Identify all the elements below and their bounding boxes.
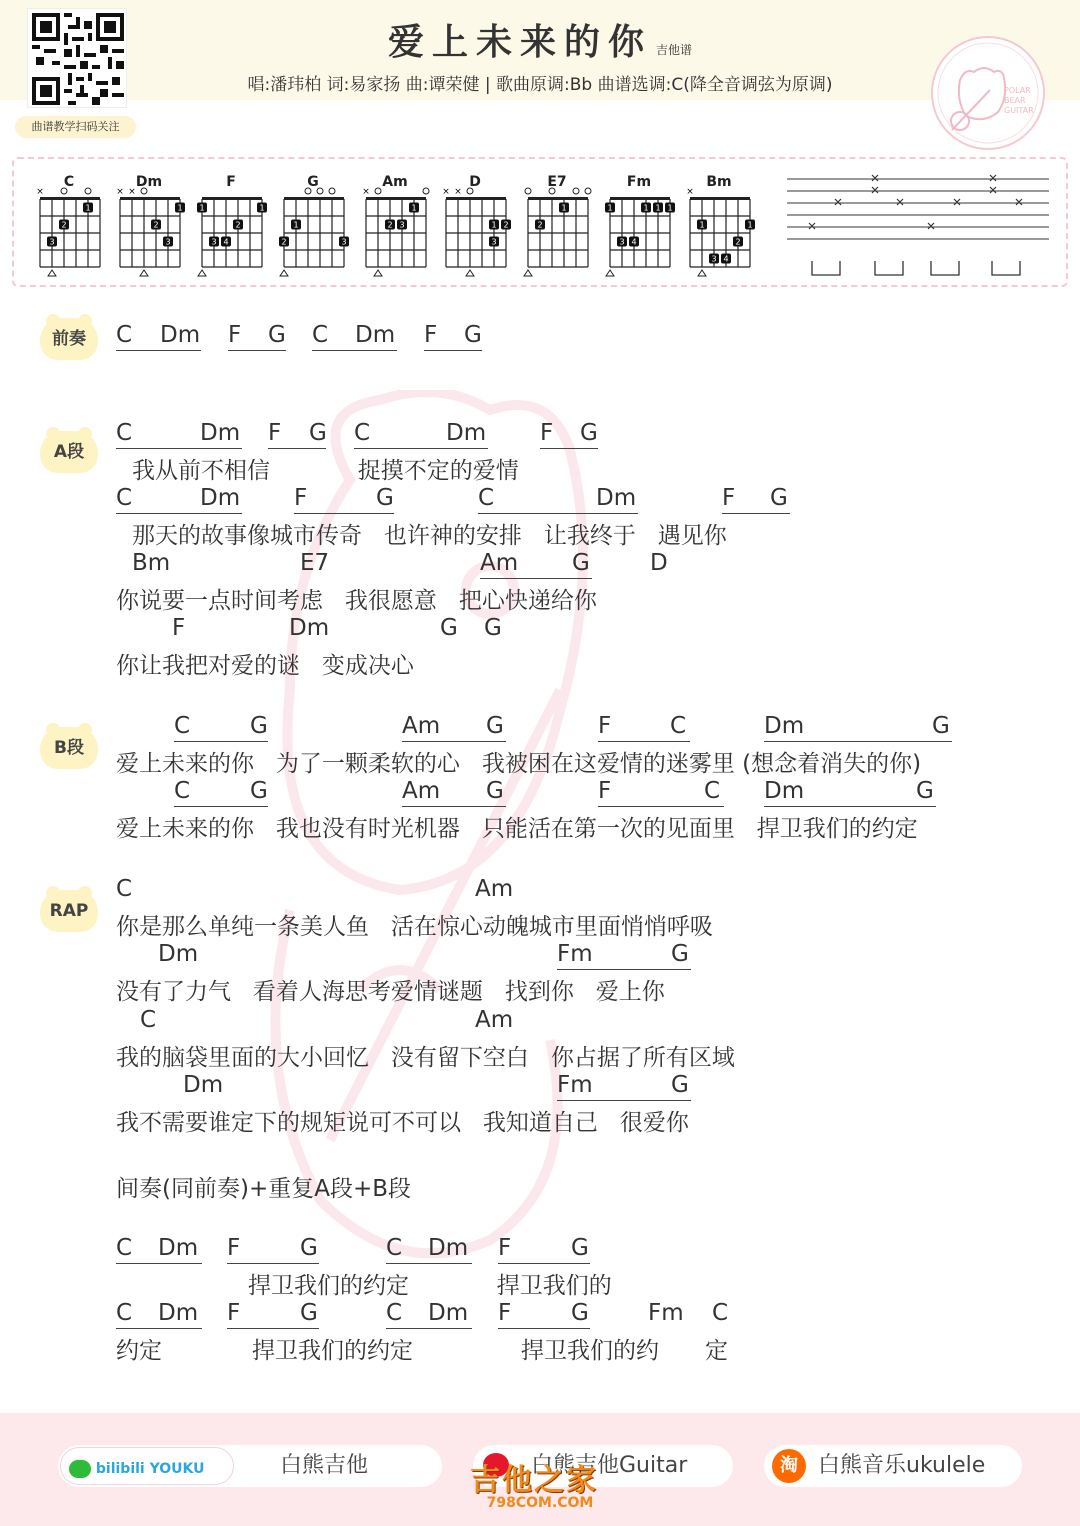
chord-diagram-name: Am — [382, 174, 408, 190]
chord-label: G — [376, 485, 394, 511]
beat-underline — [312, 350, 397, 351]
logo-text-3: GUITAR — [1004, 106, 1034, 115]
a3-chord-line — [0, 550, 1080, 580]
chord-label: Dm — [428, 1300, 469, 1326]
svg-text:2: 2 — [503, 220, 509, 230]
svg-text:4: 4 — [223, 237, 229, 247]
chord-label: G — [250, 713, 268, 739]
wechat-icon — [69, 1460, 91, 1478]
chord-label: G — [464, 322, 482, 348]
chord-diagram-fm — [604, 159, 684, 277]
lyric-line: 我的脑袋里面的大小回忆 没有留下空白 你占据了所有区域 — [116, 1045, 735, 1071]
svg-text:1: 1 — [293, 220, 299, 230]
chord-diagram-c — [34, 159, 114, 277]
chord-label: G — [770, 485, 788, 511]
svg-text:×: × — [362, 187, 370, 197]
chord-label: F — [498, 1235, 512, 1261]
beat-underline — [116, 1328, 202, 1329]
chord-label: F — [722, 485, 736, 511]
lyric-line: 你是那么单纯一条美人鱼 活在惊心动魄城市里面悄悄呼吸 — [116, 914, 713, 940]
r3-chord-line — [0, 1007, 1080, 1037]
chord-diagram-panel — [12, 157, 1068, 287]
svg-text:2: 2 — [281, 237, 287, 247]
beat-underline — [116, 350, 201, 351]
lyric-line: 爱上未来的你 为了一颗柔软的心 我被困在这爱情的迷雾里 (想念着消失的你) — [116, 751, 922, 777]
beat-underline — [478, 513, 638, 514]
beat-underline — [424, 350, 482, 351]
chord-label: Am — [475, 876, 514, 902]
beat-underline — [557, 1100, 691, 1101]
chord-label: G — [440, 615, 458, 641]
chord-label: C — [312, 322, 329, 348]
svg-text:3: 3 — [491, 237, 497, 247]
chord-label: Dm — [289, 615, 330, 641]
chord-label: Am — [402, 713, 441, 739]
svg-text:2: 2 — [387, 220, 393, 230]
chord-label: F — [498, 1300, 512, 1326]
chord-label: F — [424, 322, 438, 348]
chord-label: C — [670, 713, 687, 739]
svg-text:1: 1 — [561, 203, 567, 213]
chord-label: Am — [480, 550, 519, 576]
chord-diagram-bm — [684, 159, 764, 277]
chord-label: Dm — [158, 1300, 199, 1326]
song-title: 爱上未来的你 — [387, 22, 652, 63]
chord-diagram-name: Bm — [706, 174, 732, 190]
chord-label: G — [572, 550, 590, 576]
beat-underline — [557, 969, 691, 970]
chord-diagram-name: Dm — [135, 174, 163, 190]
svg-text:×: × — [116, 187, 124, 197]
beat-underline — [354, 448, 488, 449]
chord-label: G — [571, 1235, 589, 1261]
a2-chord-line — [0, 485, 1080, 515]
lyric-line: 你说要一点时间考虑 我很愿意 把心快递给你 — [116, 588, 597, 614]
chord-grid — [522, 185, 598, 277]
chord-grid — [604, 185, 680, 277]
svg-text:3: 3 — [711, 254, 717, 264]
o2-chord-line — [0, 1300, 1080, 1330]
chord-grid — [278, 185, 354, 277]
chord-label: Fm — [557, 941, 593, 967]
chord-label: F — [172, 615, 186, 641]
svg-text:1: 1 — [607, 203, 613, 213]
beat-underline — [480, 578, 592, 579]
a4-chord-line — [0, 615, 1080, 645]
svg-text:×: × — [128, 187, 136, 197]
beat-underline — [174, 806, 268, 807]
bilibili-youku-label: bilibili YOUKU — [95, 1461, 205, 1477]
chord-label: G — [671, 941, 689, 967]
svg-text:1: 1 — [667, 203, 673, 213]
svg-text:3: 3 — [211, 237, 217, 247]
chord-label: G — [250, 778, 268, 804]
svg-text:2: 2 — [61, 220, 67, 230]
chord-label: D — [650, 550, 668, 576]
svg-text:1: 1 — [747, 220, 753, 230]
chord-label: G — [268, 322, 286, 348]
chord-label: Dm — [764, 778, 805, 804]
chord-grid — [360, 185, 436, 277]
chord-label: C — [478, 485, 495, 511]
chord-grid — [684, 185, 760, 277]
svg-text:×: × — [454, 187, 462, 197]
beat-underline — [268, 448, 326, 449]
beat-underline — [402, 806, 506, 807]
chord-label: G — [486, 778, 504, 804]
beat-underline — [386, 1328, 472, 1329]
title-tag: 吉他谱 — [656, 43, 693, 57]
chord-label: G — [571, 1300, 589, 1326]
chord-label: C — [116, 1300, 133, 1326]
chord-diagram-e7 — [522, 159, 602, 277]
taobao-icon: 淘 — [772, 1449, 806, 1483]
chord-label: C — [386, 1300, 403, 1326]
logo-text-1: POLAR — [1004, 86, 1031, 95]
svg-text:1: 1 — [199, 203, 205, 213]
chord-diagram-name: E7 — [547, 174, 567, 190]
song-info: 唱:潘玮柏 词:易家扬 曲:谭荣健 | 歌曲原调:Bb 曲谱选调:C(降全音调弦为原调) — [247, 75, 833, 95]
chord-label: Dm — [355, 322, 396, 348]
chord-label: Dm — [160, 322, 201, 348]
chord-label: Dm — [428, 1235, 469, 1261]
chord-label: C — [174, 778, 191, 804]
beat-underline — [540, 448, 598, 449]
chord-label: Dm — [158, 1235, 199, 1261]
polar-bear-logo — [930, 35, 1046, 151]
chord-label: G — [932, 713, 950, 739]
interlude-note: 间奏(同前奏)+重复A段+B段 — [116, 1176, 412, 1202]
lyric-line: 定 — [705, 1338, 728, 1364]
beat-underline — [294, 513, 394, 514]
lyric-line: 捍卫我们的约定 捍卫我们的 — [248, 1273, 612, 1299]
chord-grid — [196, 185, 272, 277]
beat-underline — [227, 1263, 319, 1264]
beat-underline — [386, 1263, 472, 1264]
site-watermark — [470, 1455, 620, 1515]
lyric-line: 捍卫我们的约定 — [252, 1338, 413, 1364]
chord-label: F — [598, 778, 612, 804]
chord-grid — [440, 185, 516, 277]
section-badge-rap: RAP — [40, 890, 98, 932]
chord-label: Dm — [183, 1072, 224, 1098]
chord-label: E7 — [300, 550, 330, 576]
chord-label: Dm — [200, 420, 241, 446]
svg-text:×: × — [36, 187, 44, 197]
b1-chord-line — [0, 713, 1080, 743]
beat-underline — [598, 741, 690, 742]
chord-diagram-dm — [114, 159, 194, 277]
chord-label: C — [354, 420, 371, 446]
chord-grid — [34, 185, 110, 277]
svg-text:×: × — [442, 187, 450, 197]
svg-text:4: 4 — [631, 237, 637, 247]
chord-label: G — [300, 1300, 318, 1326]
svg-text:2: 2 — [537, 220, 543, 230]
chord-diagram-d — [440, 159, 520, 277]
chord-diagram-name: G — [307, 174, 319, 190]
chord-label: C — [704, 778, 721, 804]
chord-label: Am — [475, 1007, 514, 1033]
lyric-line: 你让我把对爱的谜 变成决心 — [116, 653, 414, 679]
b2-chord-line — [0, 778, 1080, 808]
beat-underline — [722, 513, 790, 514]
chord-label: G — [309, 420, 327, 446]
chord-diagram-name: C — [63, 174, 75, 190]
chord-label: C — [116, 322, 133, 348]
svg-text:2: 2 — [235, 220, 241, 230]
beat-underline — [598, 806, 724, 807]
svg-text:1: 1 — [259, 203, 265, 213]
chord-label: G — [486, 713, 504, 739]
social-pill-taobao[interactable] — [764, 1445, 1022, 1487]
logo-text-2: BEAR — [1004, 96, 1026, 105]
site-url: 798COM.COM — [486, 1495, 594, 1511]
chord-label: Dm — [200, 485, 241, 511]
chord-label: C — [174, 713, 191, 739]
lyric-line: 捍卫我们的约 — [521, 1338, 659, 1364]
svg-text:2: 2 — [153, 220, 159, 230]
beat-underline — [498, 1263, 590, 1264]
chord-diagram-name: F — [226, 174, 236, 190]
chord-label: C — [386, 1235, 403, 1261]
svg-text:3: 3 — [341, 237, 347, 247]
svg-text:1: 1 — [85, 203, 91, 213]
chord-label: C — [712, 1300, 729, 1326]
r1-chord-line — [0, 876, 1080, 906]
chord-label: F — [227, 1235, 241, 1261]
chord-label: Dm — [764, 713, 805, 739]
chord-label: F — [598, 713, 612, 739]
svg-text:1: 1 — [411, 203, 417, 213]
title-block — [0, 14, 1080, 65]
a1-chord-line — [0, 420, 1080, 450]
svg-text:3: 3 — [619, 237, 625, 247]
lyric-line: 那天的故事像城市传奇 也许神的安排 让我终于 遇见你 — [132, 523, 727, 549]
footer-name-3: 白熊音乐ukulele — [818, 1453, 986, 1478]
beat-underline — [228, 350, 286, 351]
beat-underline — [116, 513, 242, 514]
beat-underline — [402, 741, 506, 742]
chord-label: C — [140, 1007, 157, 1033]
strumming-pattern — [787, 169, 1057, 281]
chord-label: G — [484, 615, 502, 641]
chord-label: Bm — [132, 550, 171, 576]
svg-text:2: 2 — [735, 237, 741, 247]
lyric-line: 约定 — [116, 1338, 162, 1364]
chord-label: C — [116, 1235, 133, 1261]
footer-name-1: 白熊吉他 — [280, 1453, 369, 1478]
lyric-line: 没有了力气 看着人海思考爱情谜题 找到你 爱上你 — [116, 979, 665, 1005]
r2-chord-line — [0, 941, 1080, 971]
chord-label: F — [294, 485, 308, 511]
chord-diagram-f — [196, 159, 276, 277]
chord-label: Fm — [648, 1300, 684, 1326]
chord-label: F — [228, 322, 242, 348]
chord-diagram-am — [360, 159, 440, 277]
social-pill-video[interactable] — [58, 1445, 442, 1487]
svg-text:1: 1 — [643, 203, 649, 213]
chord-label: C — [116, 876, 133, 902]
footer-name-2: 白熊吉他Guitar — [531, 1453, 688, 1478]
chord-label: G — [300, 1235, 318, 1261]
svg-text:×: × — [686, 187, 694, 197]
beat-underline — [227, 1328, 319, 1329]
o1-chord-line — [0, 1235, 1080, 1265]
svg-text:1: 1 — [177, 203, 183, 213]
svg-text:3: 3 — [49, 237, 55, 247]
beat-underline — [174, 741, 268, 742]
chord-label: Am — [402, 778, 441, 804]
chord-label: Dm — [596, 485, 637, 511]
svg-text:4: 4 — [723, 254, 729, 264]
chord-diagram-name: D — [469, 174, 481, 190]
chord-label: F — [227, 1300, 241, 1326]
lyric-line: 我从前不相信 捉摸不定的爱情 — [132, 458, 519, 484]
chord-diagram-g — [278, 159, 358, 277]
lyric-line: 我不需要谁定下的规矩说可不可以 我知道自己 很爱你 — [116, 1110, 689, 1136]
lyric-line: 爱上未来的你 我也没有时光机器 只能活在第一次的见面里 捍卫我们的约定 — [116, 816, 918, 842]
svg-text:3: 3 — [165, 237, 171, 247]
chord-label: F — [268, 420, 282, 446]
beat-underline — [116, 1263, 202, 1264]
beat-underline — [116, 448, 242, 449]
section-badge-intro: 前奏 — [40, 318, 98, 360]
section-badge-b: B段 — [40, 727, 98, 769]
chord-label: F — [540, 420, 554, 446]
chord-label: Dm — [158, 941, 199, 967]
chord-label: G — [671, 1072, 689, 1098]
chord-label: Fm — [557, 1072, 593, 1098]
beat-underline — [498, 1328, 590, 1329]
site-name: 吉他之家 — [470, 1463, 598, 1498]
beat-underline — [764, 806, 936, 807]
r4-chord-line — [0, 1072, 1080, 1102]
footer — [0, 1413, 1080, 1526]
svg-text:1: 1 — [491, 220, 497, 230]
svg-text:3: 3 — [399, 220, 405, 230]
chord-label: G — [916, 778, 934, 804]
beat-underline — [764, 741, 952, 742]
svg-text:1: 1 — [655, 203, 661, 213]
chord-label: G — [580, 420, 598, 446]
chord-label: Dm — [446, 420, 487, 446]
svg-text:1: 1 — [699, 220, 705, 230]
chord-label: C — [116, 420, 133, 446]
chord-grid — [114, 185, 190, 277]
chord-label: C — [116, 485, 133, 511]
intro-chord-line — [0, 322, 1080, 352]
section-badge-a: A段 — [40, 431, 98, 473]
platform-icons — [69, 1452, 204, 1486]
qr-caption: 曲谱教学扫码关注 — [15, 116, 136, 138]
chord-diagram-name: Fm — [626, 174, 652, 190]
platform-icons-area — [60, 1447, 234, 1485]
